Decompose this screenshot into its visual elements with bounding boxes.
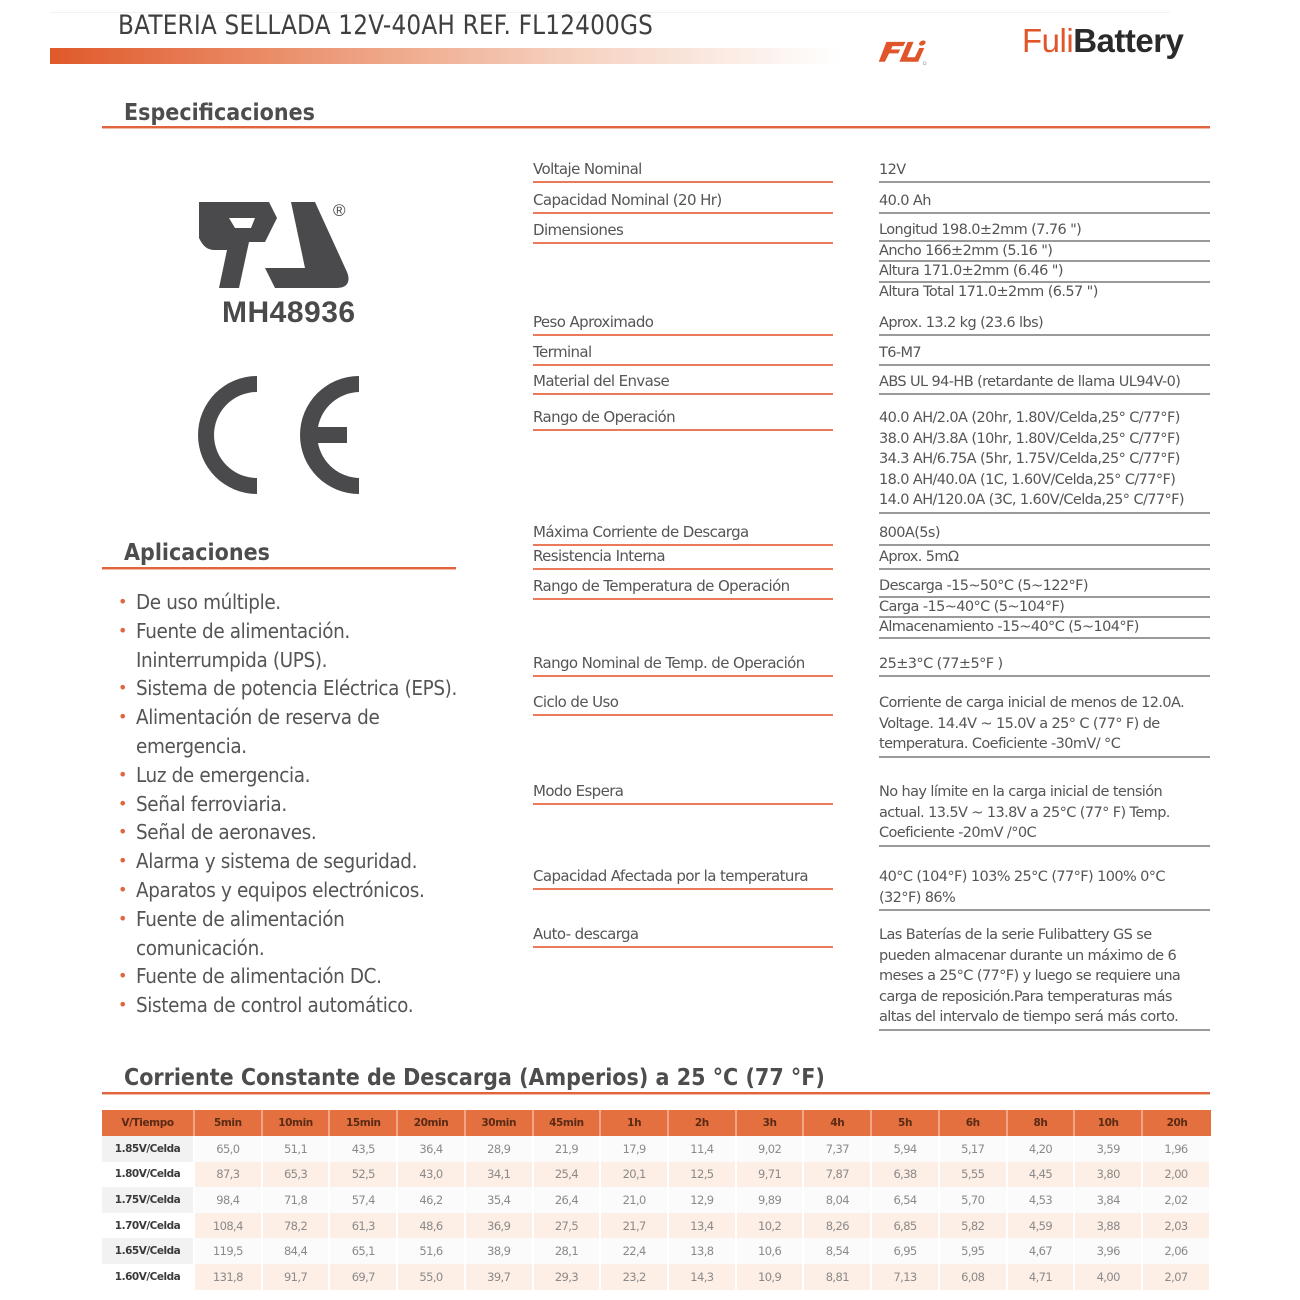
spec-value-voltage: 12V [879, 160, 1210, 183]
table-body [102, 1136, 1211, 1290]
discharge-section-title: Corriente Constante de Descarga (Amperios) a 25 °C (77 °F) [124, 1065, 825, 1091]
table-row [102, 1162, 1211, 1188]
application-item: • Alimentación de reserva de emergencia. [118, 705, 380, 758]
application-item: • De uso múltiple. [118, 588, 485, 617]
table-row [102, 1213, 1211, 1239]
applications-section-title: Aplicaciones [124, 540, 270, 566]
table-cell: 39,7 [466, 1264, 534, 1290]
spec-label-case-material: Material del Envase [533, 372, 833, 395]
table-cell: 4,59 [1008, 1213, 1076, 1239]
column-header: 45min [534, 1110, 602, 1136]
discharge-section-rule [102, 1092, 1210, 1095]
table-row [102, 1238, 1211, 1264]
table-cell: 4,20 [1008, 1136, 1076, 1162]
spec-value-standby-mode: No hay límite en la carga inicial de tensión actual. 13.5V ~ 13.8V a 25°C (77° F) Temp. Coeficiente -20mV /°0C [879, 782, 1210, 847]
table-cell: 131,8 [195, 1264, 263, 1290]
application-item: • Fuente de alimentación DC. [118, 962, 485, 991]
table-cell: 21,0 [601, 1187, 669, 1213]
table-cell: 22,4 [601, 1238, 669, 1264]
table-cell: 46,2 [398, 1187, 466, 1213]
spec-value-capacity: 40.0 Ah [879, 191, 1210, 214]
spec-label-temp-capacity: Capacidad Afectada por la temperatura [533, 867, 833, 890]
spec-value-dimensions: Longitud 198.0±2mm (7.76 ") Ancho 166±2mm (5.16 ") Altura 171.0±2mm (6.46 ") Altura Total 171.0±2mm (6.57 ") [879, 221, 1210, 301]
table-cell: 10,6 [737, 1238, 805, 1264]
table-cell: 57,4 [330, 1187, 398, 1213]
bullet-icon: • [118, 592, 128, 611]
table-cell: 6,85 [872, 1213, 940, 1239]
table-cell: 36,4 [398, 1136, 466, 1162]
table-cell: 84,4 [263, 1238, 331, 1264]
table-cell: 34,1 [466, 1162, 534, 1188]
table-cell: 43,0 [398, 1162, 466, 1188]
table-cell: 8,81 [804, 1264, 872, 1290]
table-cell: 43,5 [330, 1136, 398, 1162]
table-cell: 2,06 [1143, 1238, 1211, 1264]
column-header: V/Tiempo [102, 1110, 195, 1136]
column-header: 4h [804, 1110, 872, 1136]
bullet-icon: • [118, 966, 128, 986]
table-cell: 87,3 [195, 1162, 263, 1188]
table-row [102, 1187, 1211, 1213]
application-item: • Fuente de alimentación. Ininterrumpida (UPS). [118, 618, 350, 672]
column-header: 3h [737, 1110, 805, 1136]
spec-value-operating-range: 40.0 AH/2.0A (20hr, 1.80V/Celda,25° C/77°F) 38.0 AH/3.8A (10hr, 1.80V/Celda,25° C/77°F) 34.3 AH/6.75A (5hr, 1.75V/Celda,25° C/77°F) 18.0 AH/40.0A (1C, 1.60V/Celda,25° C/77°F) 14.0 AH/120.0A (3C, 1.60V/Celda,25° C/77°F) [879, 408, 1210, 514]
table-cell: 10,2 [737, 1213, 805, 1239]
table-cell: 91,7 [263, 1264, 331, 1290]
table-cell: 27,5 [534, 1213, 602, 1239]
table-cell: 8,04 [804, 1187, 872, 1213]
application-item: • Luz de emergencia. [118, 761, 485, 790]
spec-label-internal-resistance: Resistencia Interna [533, 547, 833, 570]
table-cell: 3,84 [1075, 1187, 1143, 1213]
table-cell: 65,0 [195, 1136, 263, 1162]
spec-label-standby-mode: Modo Espera [533, 782, 833, 805]
table-cell: 36,9 [466, 1213, 534, 1239]
table-cell: 65,1 [330, 1238, 398, 1264]
table-cell: 9,02 [737, 1136, 805, 1162]
row-label: 1.70V/Celda [102, 1213, 195, 1239]
column-header: 2h [669, 1110, 737, 1136]
spec-label-operating-range: Rango de Operación [533, 408, 833, 431]
application-item: • Fuente de alimentación comunicación. [118, 906, 345, 960]
brand-name [1022, 22, 1183, 60]
table-cell: 7,37 [804, 1136, 872, 1162]
bullet-icon: • [118, 851, 128, 871]
table-cell: 12,9 [669, 1187, 737, 1213]
table-cell: 5,70 [940, 1187, 1008, 1213]
table-cell: 61,3 [330, 1213, 398, 1239]
table-cell: 3,80 [1075, 1162, 1143, 1188]
table-cell: 11,4 [669, 1136, 737, 1162]
table-cell: 21,7 [601, 1213, 669, 1239]
table-cell: 4,45 [1008, 1162, 1076, 1188]
bullet-icon: • [118, 822, 128, 842]
spec-label-voltage: Voltaje Nominal [533, 160, 833, 183]
table-cell: 2,00 [1143, 1162, 1211, 1188]
table-cell: 4,00 [1075, 1264, 1143, 1290]
table-cell: 17,9 [601, 1136, 669, 1162]
application-item: • Señal ferroviaria. [118, 790, 485, 819]
table-cell: 108,4 [195, 1213, 263, 1239]
brand-name-battery: Battery [1073, 22, 1184, 59]
table-cell: 12,5 [669, 1162, 737, 1188]
application-item: • Sistema de control automático. [118, 991, 485, 1020]
column-header: 15min [330, 1110, 398, 1136]
column-header: 8h [1008, 1110, 1076, 1136]
row-label: 1.65V/Celda [102, 1238, 195, 1264]
table-cell: 55,0 [398, 1264, 466, 1290]
column-header: 20h [1143, 1110, 1211, 1136]
specs-section-rule [102, 126, 1210, 129]
application-item: • Sistema de potencia Eléctrica (EPS). [118, 674, 485, 703]
table-cell: 23,2 [601, 1264, 669, 1290]
bullet-icon: • [118, 908, 128, 928]
row-label: 1.60V/Celda [102, 1264, 195, 1290]
table-cell: 38,9 [466, 1238, 534, 1264]
spec-label-nominal-temp: Rango Nominal de Temp. de Operación [533, 654, 833, 677]
column-header: 5min [195, 1110, 263, 1136]
table-cell: 3,88 [1075, 1213, 1143, 1239]
table-cell: 6,54 [872, 1187, 940, 1213]
spec-label-self-discharge: Auto- descarga [533, 925, 833, 948]
table-cell: 9,89 [737, 1187, 805, 1213]
table-cell: 52,5 [330, 1162, 398, 1188]
ul-listed-icon [195, 198, 355, 293]
column-header: 10h [1075, 1110, 1143, 1136]
table-cell: 35,4 [466, 1187, 534, 1213]
table-row [102, 1136, 1211, 1162]
spec-value-case-material: ABS UL 94-HB (retardante de llama UL94V-0) [879, 372, 1210, 395]
table-cell: 8,26 [804, 1213, 872, 1239]
bullet-icon: • [118, 620, 128, 640]
bullet-icon: • [118, 678, 128, 698]
table-cell: 10,9 [737, 1264, 805, 1290]
table-cell: 5,94 [872, 1136, 940, 1162]
fuli-logo-mark-icon [878, 18, 1008, 88]
table-cell: 1,96 [1143, 1136, 1211, 1162]
table-cell: 71,8 [263, 1187, 331, 1213]
table-cell: 4,67 [1008, 1238, 1076, 1264]
bullet-icon: • [118, 707, 128, 727]
table-cell: 78,2 [263, 1213, 331, 1239]
row-label: 1.75V/Celda [102, 1187, 195, 1213]
table-cell: 28,9 [466, 1136, 534, 1162]
table-cell: 7,13 [872, 1264, 940, 1290]
spec-label-cycle-use: Ciclo de Uso [533, 693, 833, 716]
table-cell: 4,71 [1008, 1264, 1076, 1290]
bullet-icon: • [118, 879, 128, 899]
column-header: 6h [940, 1110, 1008, 1136]
table-cell: 13,8 [669, 1238, 737, 1264]
spec-value-temp-range: Descarga -15~50°C (5~122°F) Carga -15~40°C (5~104°F) Almacenamiento -15~40°C (5~104°F) [879, 577, 1210, 639]
specs-section-title: Especificaciones [124, 100, 315, 126]
ul-certification-number: MH48936 [222, 296, 356, 329]
table-cell: 21,9 [534, 1136, 602, 1162]
spec-value-terminal: T6-M7 [879, 343, 1210, 366]
table-cell: 14,3 [669, 1264, 737, 1290]
table-cell: 29,3 [534, 1264, 602, 1290]
brand-name-fuli: Fuli [1022, 22, 1074, 59]
spec-label-weight: Peso Aproximado [533, 313, 833, 336]
table-cell: 8,54 [804, 1238, 872, 1264]
table-cell: 65,3 [263, 1162, 331, 1188]
application-item: • Señal de aeronaves. [118, 818, 485, 847]
table-cell: 2,07 [1143, 1264, 1211, 1290]
table-cell: 20,1 [601, 1162, 669, 1188]
bullet-icon: • [118, 995, 128, 1015]
column-header: 5h [872, 1110, 940, 1136]
applications-section-rule [102, 567, 456, 570]
column-header: 30min [466, 1110, 534, 1136]
table-cell: 7,87 [804, 1162, 872, 1188]
spec-label-dimensions: Dimensiones [533, 221, 833, 244]
table-row [102, 1264, 1211, 1290]
spec-value-temp-capacity: 40°C (104°F) 103% 25°C (77°F) 100% 0°C (32°F) 86% [879, 867, 1210, 911]
spec-value-internal-resistance: Aprox. 5mΩ [879, 547, 1210, 570]
table-cell: 5,95 [940, 1238, 1008, 1264]
table-cell: 51,6 [398, 1238, 466, 1264]
spec-value-weight: Aprox. 13.2 kg (23.6 lbs) [879, 313, 1210, 336]
spec-label-temp-range: Rango de Temperatura de Operación [533, 577, 833, 600]
table-cell: 9,71 [737, 1162, 805, 1188]
table-cell: 6,08 [940, 1264, 1008, 1290]
row-label: 1.80V/Celda [102, 1162, 195, 1188]
table-cell: 6,95 [872, 1238, 940, 1264]
spec-value-max-discharge: 800A(5s) [879, 523, 1210, 546]
table-cell: 98,4 [195, 1187, 263, 1213]
table-cell: 5,17 [940, 1136, 1008, 1162]
page-title: BATERIA SELLADA 12V-40AH REF. FL12400GS [118, 10, 654, 41]
spec-value-cycle-use: Corriente de carga inicial de menos de 12.0A. Voltage. 14.4V ~ 15.0V a 25° C (77° F) de temperatura. Coeficiente -30mV/ °C [879, 693, 1210, 758]
application-item: • Aparatos y equipos electrónicos. [118, 876, 485, 905]
table-cell: 13,4 [669, 1213, 737, 1239]
spec-value-self-discharge: Las Baterías de la serie Fulibattery GS se pueden almacenar durante un máximo de 6 meses a 25°C (77°F) y luego se requiere una carga de reposición.Para temperaturas más altas del intervalo de tiempo será más corto. [879, 925, 1210, 1031]
table-cell: 28,1 [534, 1238, 602, 1264]
table-cell: 6,38 [872, 1162, 940, 1188]
table-cell: 2,03 [1143, 1213, 1211, 1239]
row-label: 1.85V/Celda [102, 1136, 195, 1162]
spec-label-terminal: Terminal [533, 343, 833, 366]
table-header-row [102, 1110, 1211, 1136]
bullet-icon: • [118, 793, 128, 813]
discharge-table [102, 1110, 1211, 1290]
table-cell: 119,5 [195, 1238, 263, 1264]
column-header: 10min [263, 1110, 331, 1136]
table-cell: 51,1 [263, 1136, 331, 1162]
table-cell: 25,4 [534, 1162, 602, 1188]
column-header: 1h [601, 1110, 669, 1136]
ce-mark-icon [193, 372, 368, 498]
table-cell: 48,6 [398, 1213, 466, 1239]
table-cell: 3,59 [1075, 1136, 1143, 1162]
table-cell: 69,7 [330, 1264, 398, 1290]
table-cell: 5,55 [940, 1162, 1008, 1188]
spec-label-max-discharge: Máxima Corriente de Descarga [533, 523, 833, 546]
bullet-icon: • [118, 764, 128, 784]
application-item: • Alarma y sistema de seguridad. [118, 847, 485, 876]
table-cell: 3,96 [1075, 1238, 1143, 1264]
column-header: 20min [398, 1110, 466, 1136]
table-cell: 5,82 [940, 1213, 1008, 1239]
table-cell: 4,53 [1008, 1187, 1076, 1213]
table-cell: 2,02 [1143, 1187, 1211, 1213]
applications-list [118, 588, 485, 1020]
spec-value-nominal-temp: 25±3°C (77±5°F ) [879, 654, 1210, 677]
registered-mark: ® [333, 201, 346, 220]
table-cell: 26,4 [534, 1187, 602, 1213]
title-gradient-bar [50, 48, 840, 64]
spec-label-capacity: Capacidad Nominal (20 Hr) [533, 191, 833, 214]
